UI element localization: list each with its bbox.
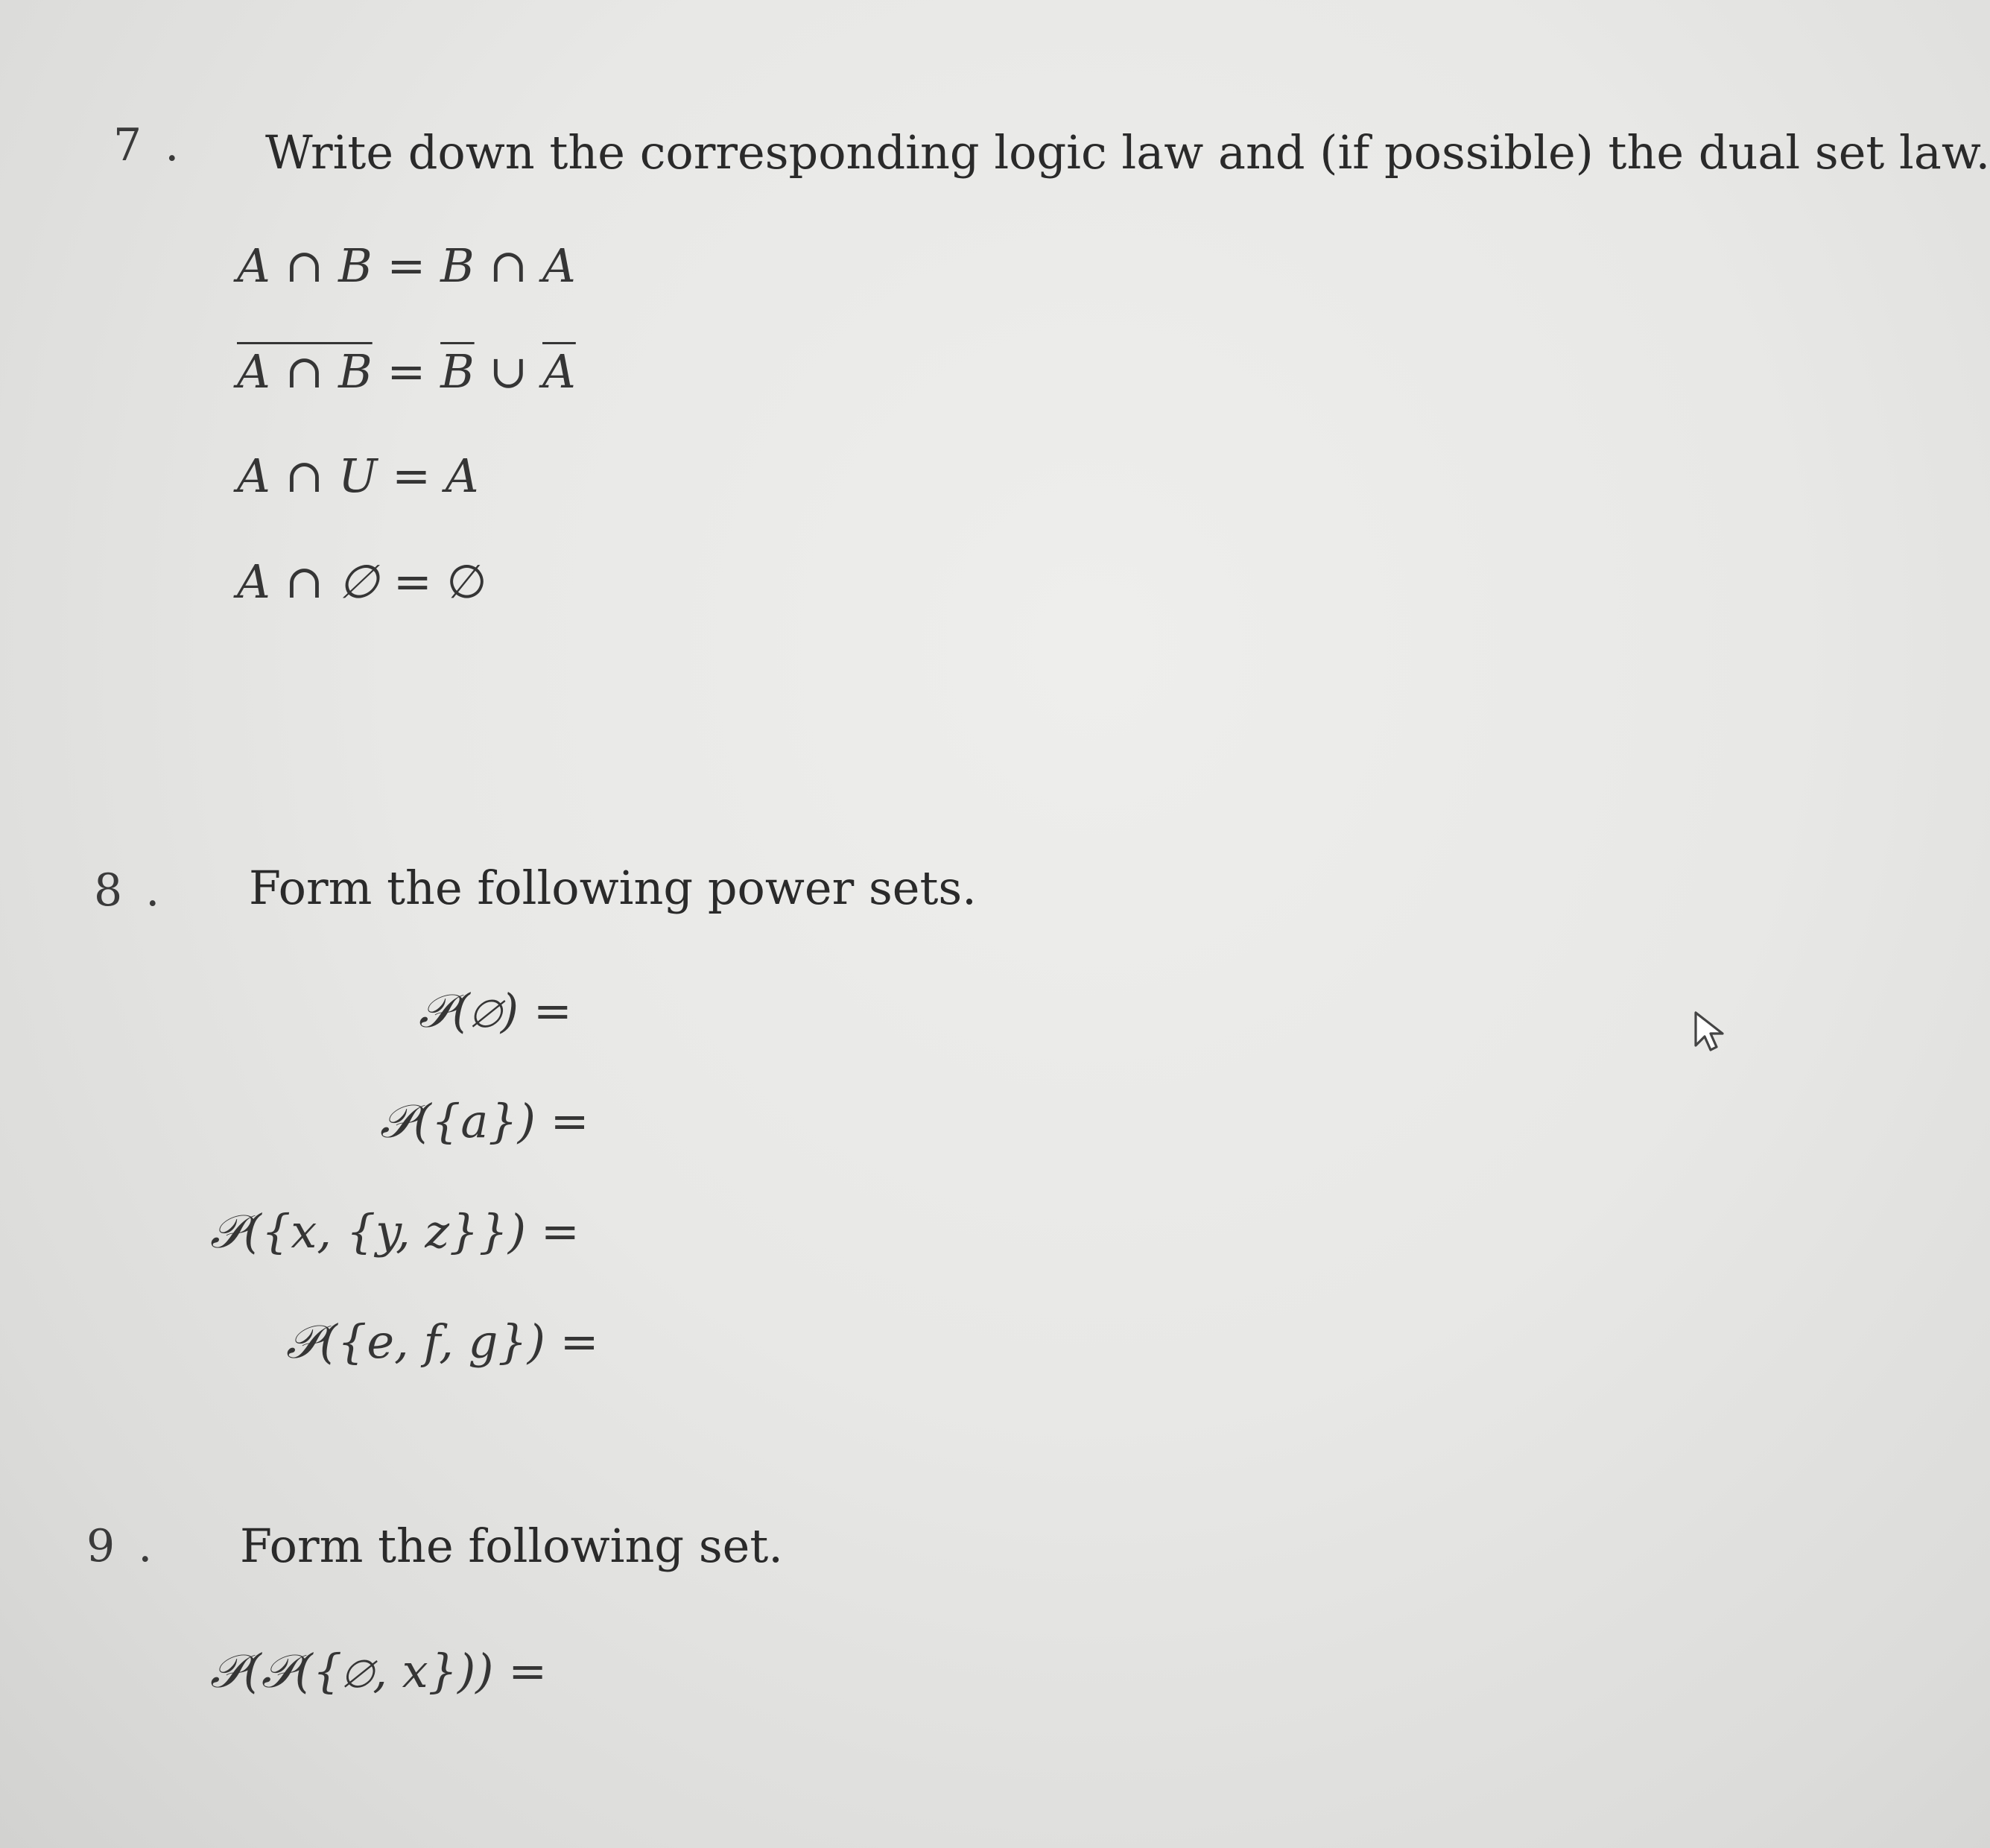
formula-rhs: ∅ bbox=[446, 554, 487, 609]
equals-sign: = bbox=[533, 984, 572, 1038]
formula-commutative-law bbox=[237, 238, 576, 293]
equals-sign: = bbox=[387, 238, 426, 293]
formula-domination-law bbox=[237, 554, 487, 609]
mouse-cursor-icon bbox=[1690, 1010, 1734, 1054]
formula-lhs: A ∩ B bbox=[237, 344, 373, 399]
formula-power-set-of-power-set bbox=[210, 1644, 547, 1699]
formula-rhs: A bbox=[445, 449, 479, 503]
formula-lhs: 𝒫(𝒫({∅, x})) bbox=[210, 1644, 494, 1698]
formula-de-morgan-law bbox=[237, 344, 576, 399]
equals-sign: = bbox=[540, 1204, 580, 1259]
formula-rhs: B ∩ A bbox=[440, 238, 576, 293]
equals-sign: = bbox=[508, 1644, 548, 1698]
question-7-number: 7 . bbox=[113, 119, 184, 171]
question-9-prompt: Form the following set. bbox=[240, 1519, 783, 1573]
formula-lhs: 𝒫({x, {y, z}}) bbox=[210, 1204, 527, 1259]
formula-lhs: 𝒫({e, f, g}) bbox=[286, 1314, 545, 1369]
formula-identity-law bbox=[237, 449, 479, 503]
formula-rhs-complement-a: $\overline{A}$ bbox=[542, 344, 576, 399]
union-operator: ∪ bbox=[474, 344, 543, 399]
formula-lhs: 𝒫(∅) bbox=[419, 984, 519, 1038]
question-7-prompt: Write down the corresponding logic law and (if possible) the dual set law. bbox=[265, 125, 1990, 180]
formula-lhs: 𝒫({a}) bbox=[380, 1094, 536, 1148]
formula-power-set-singleton bbox=[380, 1094, 589, 1149]
formula-power-set-empty bbox=[419, 984, 572, 1039]
equals-sign: = bbox=[387, 344, 426, 399]
equals-sign: = bbox=[392, 449, 431, 503]
question-8-number: 8 . bbox=[94, 864, 165, 917]
question-8-prompt: Form the following power sets. bbox=[249, 861, 977, 915]
equals-sign: = bbox=[550, 1094, 589, 1148]
formula-lhs: A ∩ ∅ bbox=[237, 554, 379, 609]
formula-lhs: A ∩ B bbox=[237, 238, 373, 293]
equals-sign: = bbox=[560, 1314, 599, 1369]
equals-sign: = bbox=[393, 554, 432, 609]
formula-power-set-nested bbox=[210, 1204, 580, 1259]
formula-power-set-three bbox=[286, 1314, 599, 1370]
question-9-number: 9 . bbox=[86, 1520, 157, 1572]
formula-rhs-complement-b: $\overline{B}$ bbox=[440, 344, 475, 399]
formula-lhs: A ∩ U bbox=[237, 449, 378, 503]
